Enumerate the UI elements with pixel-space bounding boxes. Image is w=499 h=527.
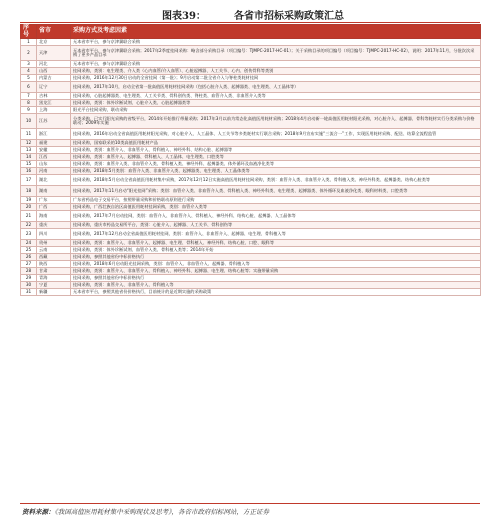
table-row: [21, 129, 481, 140]
row-number: 12: [21, 140, 37, 147]
row-number: 15: [21, 161, 37, 168]
row-number: 2: [21, 46, 37, 61]
row-description-text: 挂网采购，2017年11月启动“阳光挂网”采购；类别：血管介入类、非血管介入类、骨科植入类、神经外科类、电生理类、起搏器类、体外循环及血液净化类、眼科材料类、口腔类等: [73, 187, 408, 193]
row-number: 5: [21, 75, 37, 82]
row-description: [71, 168, 481, 175]
table-row: [21, 46, 481, 61]
top-rule: [20, 22, 480, 23]
table-row: [21, 100, 481, 107]
row-number: 10: [21, 114, 37, 129]
row-description: [71, 100, 481, 107]
header-no: 序号: [21, 25, 37, 39]
row-description-text: 挂网采购，2018年5月类别：血管介入类、非血管介入类、起搏器类、电生理类、人工晶体类等: [73, 167, 250, 173]
row-province: 广东: [37, 197, 71, 204]
row-description-text: 挂网采购，类别：电生理类、介入类（心内血管/介入血管）、心脏起搏器、人工关节、心内、创伤骨科等类别: [73, 67, 274, 73]
row-description: [71, 247, 481, 254]
table-row: [21, 268, 481, 275]
row-province: 辽宁: [37, 82, 71, 93]
table-row: [21, 261, 481, 268]
row-description: [71, 46, 481, 61]
row-description-text: 挂网采购，参照其他省份中标价格执行: [73, 253, 145, 259]
bottom-rule: [20, 503, 480, 504]
row-description-text: 挂网采购，类别：血管介入类、非血管介入类、骨科植入类、神经外科、起搏器类、体外循环及血液净化类等: [73, 160, 275, 166]
figure-label: 图表39：: [162, 11, 206, 22]
table-row: [21, 204, 481, 211]
row-number: 29: [21, 275, 37, 282]
row-description-text: 挂网采购，类别：血管介入、非血管介入、起搏器、电生理、骨科植入、神经外科、结构心脏、口腔、眼科等: [73, 239, 275, 245]
table-row: [21, 82, 481, 93]
row-province: 内蒙古: [37, 75, 71, 82]
table-row: [21, 161, 481, 168]
row-province: 安徽: [37, 147, 71, 154]
row-province: 青海: [37, 275, 71, 282]
table-row: [21, 39, 481, 46]
row-province: 上海: [37, 107, 71, 114]
source-label: 资料来源：: [22, 508, 55, 516]
row-number: 14: [21, 154, 37, 161]
row-number: 23: [21, 229, 37, 240]
row-province: 福建: [37, 140, 71, 147]
row-province: 河南: [37, 168, 71, 175]
row-description: [71, 222, 481, 229]
table-row: [21, 222, 481, 229]
row-number: 1: [21, 39, 37, 46]
policy-table: [20, 24, 481, 296]
row-number: 6: [21, 82, 37, 93]
table-row: [21, 107, 481, 114]
figure-heading: 各省市招标采购政策汇总: [234, 11, 344, 22]
source-text: 《我国高值医用耗材集中采购现状及思考》，各省市政府招标网站，方正证券: [54, 508, 269, 516]
row-description: [71, 75, 481, 82]
row-province: 山东: [37, 161, 71, 168]
row-number: 31: [21, 289, 37, 296]
row-description-text: 挂网采购，广西壮族自治区高值医用耗材挂网采购，类别：血管介入类等: [73, 203, 208, 209]
row-description-text: 挂网采购，国家联采的10类高值医用耗材产品: [73, 139, 158, 145]
row-description: [71, 82, 481, 93]
row-number: 13: [21, 147, 37, 154]
row-number: 18: [21, 186, 37, 197]
row-description-text: 挂网采购，类别：体外诊断试剂、心脏介入类、心脏起搏器类等: [73, 99, 191, 105]
source-note: [22, 507, 482, 521]
table-row: [21, 147, 481, 154]
row-description: [71, 282, 481, 289]
row-province: 湖南: [37, 186, 71, 197]
row-number: 22: [21, 222, 37, 229]
row-province: 黑龙江: [37, 100, 71, 107]
row-province: 四川: [37, 229, 71, 240]
table-row: [21, 186, 481, 197]
row-number: 11: [21, 129, 37, 140]
row-number: 3: [21, 61, 37, 68]
row-number: 4: [21, 68, 37, 75]
row-number: 26: [21, 254, 37, 261]
row-description: [71, 140, 481, 147]
row-description-text: 挂网采购，2017年12月启动全省高值医用耗材挂网，类别：血管介入、非血管介入、起搏器、电生理、骨科植入等: [73, 230, 286, 236]
row-province: 河北: [37, 61, 71, 68]
row-description-text: 分类采购，已实行阳光采购的省级平台，2014年开始推行带量采购；2017年3月以前为常态化高值医用耗材采购；2018年4月启动新一轮高值医用耗材阳光采购，对心脏介入、起搏器、骨科等耗材实行分类采购与价格联动；2009年实施: [73, 115, 475, 126]
row-province: 重庆: [37, 222, 71, 229]
table-row: [21, 68, 481, 75]
row-province: 宁夏: [37, 282, 71, 289]
row-description: [71, 240, 481, 247]
row-description: [71, 186, 481, 197]
row-description-text: 阳光平台挂网采购，联动采购: [73, 106, 128, 112]
row-description: [71, 268, 481, 275]
row-description-text: 无本省市平台，参照其他省份价格执行，目前统计的是近期实施的采购政策: [73, 288, 212, 294]
header-province: 省市: [37, 25, 71, 39]
table-row: [21, 289, 481, 296]
row-description: [71, 68, 481, 75]
row-province: 甘肃: [37, 268, 71, 275]
row-description-text: 挂网采购，参照其他省份中标价格执行: [73, 274, 145, 280]
row-description: [71, 93, 481, 100]
table-row: [21, 140, 481, 147]
row-description: [71, 289, 481, 296]
row-description-text: 无本省市平台，参与京津冀联合采购: [73, 60, 141, 66]
row-description: [71, 254, 481, 261]
row-province: 浙江: [37, 129, 71, 140]
row-description: [71, 261, 481, 268]
table-row: [21, 275, 481, 282]
row-number: 8: [21, 100, 37, 107]
row-number: 16: [21, 168, 37, 175]
table-header-row: [21, 25, 481, 39]
row-number: 30: [21, 282, 37, 289]
row-description-text: 挂网采购，心脏起搏器类、电生理类、人工关节类、骨科创伤类、脊柱类、血管介入类、非血管介入类等: [73, 92, 266, 98]
table-row: [21, 75, 481, 82]
row-province: 广西: [37, 204, 71, 211]
row-number: 21: [21, 211, 37, 222]
row-description: [71, 211, 481, 222]
row-description-text: 挂网采购，2018年6月启动阳光挂网采购，类别：血管介入、非血管介入、起搏器、骨科植入等: [73, 260, 250, 266]
row-province: 陕西: [37, 261, 71, 268]
row-province: 云南: [37, 247, 71, 254]
table-body: [21, 39, 481, 296]
row-number: 9: [21, 107, 37, 114]
table-row: [21, 154, 481, 161]
row-province: 湖北: [37, 175, 71, 186]
row-description: [71, 197, 481, 204]
table-row: [21, 254, 481, 261]
row-description-text: 挂网采购，类别：体外诊断试剂、血管介入类、骨科植入类等；2014年开始: [73, 246, 214, 252]
row-description-text: 挂网采购，类别：血管介入、非血管介入、骨科植入等: [73, 281, 174, 287]
row-number: 20: [21, 204, 37, 211]
table-row: [21, 247, 481, 254]
row-description-text: 挂网采购，2016年启动全省高值医用耗材阳光采购，对心脏介入、人工晶体、人工关节等多类耗材实行联合采购；2018年9月宣布实施“三流合一”工作，实现医用耗材采购、配送、结算全流程监管: [73, 130, 437, 136]
row-description-text: 挂网采购，类别：血管介入、起搏器、骨科植入、人工晶体、电生理类、口腔类等: [73, 153, 224, 159]
table-row: [21, 282, 481, 289]
row-province: 新疆: [37, 289, 71, 296]
row-number: 24: [21, 240, 37, 247]
row-province: 山西: [37, 68, 71, 75]
row-description-text: 挂网采购，2017年7月启动挂网，类别：血管介入、非血管介入、骨科植入、神经外科、结构心脏、起搏器、人工晶体等: [73, 212, 296, 218]
row-description: [71, 175, 481, 186]
row-description: [71, 229, 481, 240]
table-row: [21, 240, 481, 247]
row-description-text: 无本省市平台，参与京津冀联合采购；2017年2季度挂网采购：略含部分采购目录（项目编号：TJMPC-2017-HC-01）；关于采购目录的项目编号（项目编号：TJMPC-2017-HC-02），说明：2017年11月，分批次次采购了更多产品目录: [73, 47, 475, 58]
row-description-text: 挂网采购，2017年10月，启动全省第一批高值医用耗材挂网采购（包括心脏介入类、起搏器类、电生理类、人工晶体等）: [73, 83, 299, 89]
row-description: [71, 129, 481, 140]
row-province: 西藏: [37, 254, 71, 261]
row-description-text: 广东省药品电子交易平台，按照带量采购和价格联动原则进行采购: [73, 196, 195, 202]
table-row: [21, 168, 481, 175]
row-province: 江苏: [37, 114, 71, 129]
table-row: [21, 114, 481, 129]
row-province: 海南: [37, 211, 71, 222]
table-row: [21, 61, 481, 68]
row-description-text: 挂网采购，2016年12月30日启动的全省挂网（第一批）；9月启动第二批全省介入与脊柱类耗材挂网: [73, 74, 259, 80]
row-description: [71, 39, 481, 46]
table-row: [21, 197, 481, 204]
row-description-text: 无本省市平台，参与京津冀联合采购: [73, 38, 141, 44]
row-description: [71, 61, 481, 68]
row-province: 北京: [37, 39, 71, 46]
row-description: [71, 107, 481, 114]
row-number: 28: [21, 268, 37, 275]
row-province: 贵州: [37, 240, 71, 247]
table-row: [21, 229, 481, 240]
row-number: 19: [21, 197, 37, 204]
row-description-text: 挂网采购，类别：血管介入、非血管介入、骨科植入、神经外科、起搏器、电生理、结构心脏等；实施带量采购: [73, 267, 279, 273]
row-province: 江西: [37, 154, 71, 161]
row-description: [71, 147, 481, 154]
row-description: [71, 204, 481, 211]
row-description-text: 挂网采购，重庆市药品交易所平台，类别：心脏介入、起搏器、人工关节、骨科创伤等: [73, 221, 233, 227]
row-number: 7: [21, 93, 37, 100]
figure-title: [12, 5, 487, 21]
row-description: [71, 275, 481, 282]
table-row: [21, 211, 481, 222]
row-description-text: 挂网采购，2018年5月启动全省高值医用耗材集中采购，2017年12月12日实施高值医用耗材挂网采购，类别：血管介入类、非血管介入类、骨科植入类、神经外科类、起搏器类、结构心脏类等: [73, 176, 431, 182]
row-province: 天津: [37, 46, 71, 61]
row-number: 27: [21, 261, 37, 268]
row-province: 吉林: [37, 93, 71, 100]
row-number: 25: [21, 247, 37, 254]
header-description: 采购方式及考虑因素: [71, 25, 481, 39]
table-row: [21, 93, 481, 100]
row-description-text: 挂网采购，类别：血管介入、非血管介入、骨科植入、神经外科、结构心脏、起搏器等: [73, 146, 233, 152]
row-description: [71, 114, 481, 129]
row-number: 17: [21, 175, 37, 186]
row-description: [71, 161, 481, 168]
row-description: [71, 154, 481, 161]
table-row: [21, 175, 481, 186]
